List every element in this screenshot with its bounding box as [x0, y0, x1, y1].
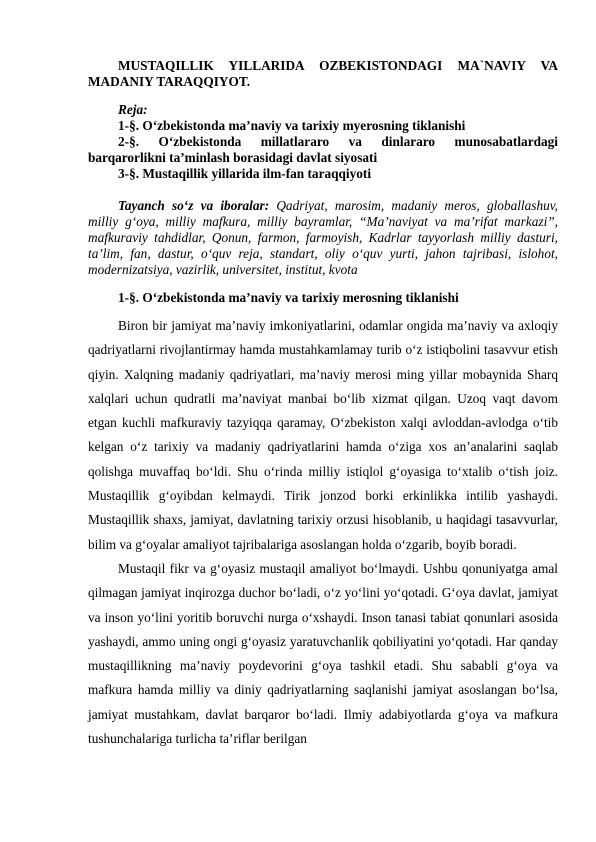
plan-item-2: 2-§. O‘zbekistonda millatlararo va dinlararo munosabatlardagi barqarorlikni ta’minlash borasidagi davlat siyosati: [88, 134, 558, 165]
plan-item-3: 3-§. Mustaqillik yillarida ilm-fan taraqqiyoti: [118, 166, 372, 181]
body-paragraph-1: Biron bir jamiyat ma’naviy imkoniyatlarini, odamlar ongida ma’naviy va axloqiy qadriyatlarni rivojlantirmay hamda mustahkamlamay turib o‘z istiqbolini tasavvur etish qiyin. Xalqning madaniy qadriyatlari, ma’naviy merosi ming yillar mobaynida Sharq xalqlari uchun qudratli ma’naviyat manbai bo‘lib xizmat qilgan. Uzoq vaqt davom etgan kuchli mafkuraviy tazyiqqa qaramay, O‘zbekiston xalqi avloddan-avlodga o‘tib kelgan o‘z tarixiy va madaniy qadriyatlarini hamda o‘ziga xos an’analarini saqlab qolishga muvaffaq bo‘ldi. Shu o‘rinda milliy istiqlol g‘oyasiga to‘xtalib o‘tish joiz. Mustaqillik g‘oyibdan kelmaydi. Tirik jonzod borki erkinlikka intilib yashaydi. Mustaqillik shaxs, jamiyat, davlatning tarixiy orzusi hisoblanib, u haqidagi tasavvurlar, bilim va g‘oyalar amaliyot tajribalariga asoslangan holda o‘zgarib, boyib boradi.: [88, 318, 558, 552]
plan-heading: Reja:: [118, 102, 148, 117]
plan-item-1: 1-§. O‘zbekistonda ma’naviy va tarixiy myerosning tiklanishi: [118, 118, 466, 133]
document-content: [88, 58, 558, 751]
section-heading: 1-§. O‘zbekistonda ma’naviy va tarixiy merosning tiklanishi: [118, 290, 459, 305]
document-title: MUSTAQILLIK YILLARIDA OZBEKISTONDAGI MA`NAVIY VA MADANIY TARAQQIYOT.: [88, 58, 558, 89]
keywords-text: Qadriyat, marosim, madaniy meros, globallashuv, milliy g‘oya, milliy mafkura, milliy bayramlar, “Ma’naviyat va ma’rifat markazi”, mafkuraviy tahdidlar, Qonun, farmon, farmoyish, Kadrlar tayyorlash milliy dasturi, ta’lim, fan, dastur, o‘quv reja, standart, oliy o‘quv yurti, jahon tajribasi, islohot, modernizatsiya, vazirlik, universitet, institut, kvota: [88, 198, 558, 277]
plan-block: [88, 102, 558, 182]
keywords-label: Tayanch so‘z va iboralar:: [118, 198, 270, 213]
body-paragraph-2: Mustaqil fikr va g‘oyasiz mustaqil amaliyot bo‘lmaydi. Ushbu qonuniyatga amal qilmagan jamiyat inqirozga duchor bo‘ladi, o‘z yo‘lini yo‘qotadi. G‘oya davlat, jamiyat va inson yo‘lini yoritib boruvchi nurga o‘xshaydi. Inson tanasi tabiat qonunlari asosida yashaydi, ammo uning ongi g‘oyasiz yaratuvchanlik qobiliyatini yo‘qotadi. Har qanday mustaqillikning ma’naviy poydevorini g‘oya tashkil etadi. Shu sababli g‘oya va mafkura hamda milliy va diniy qadriyatlarning saqlanishi jamiyat asoslangan bo‘lsa, jamiyat mustahkam, davlat barqaror bo‘ladi. Ilmiy adabiyotlarda g‘oya va mafkura tushunchalariga turlicha ta’riflar berilgan: [88, 560, 558, 747]
keywords-paragraph: [88, 198, 558, 278]
